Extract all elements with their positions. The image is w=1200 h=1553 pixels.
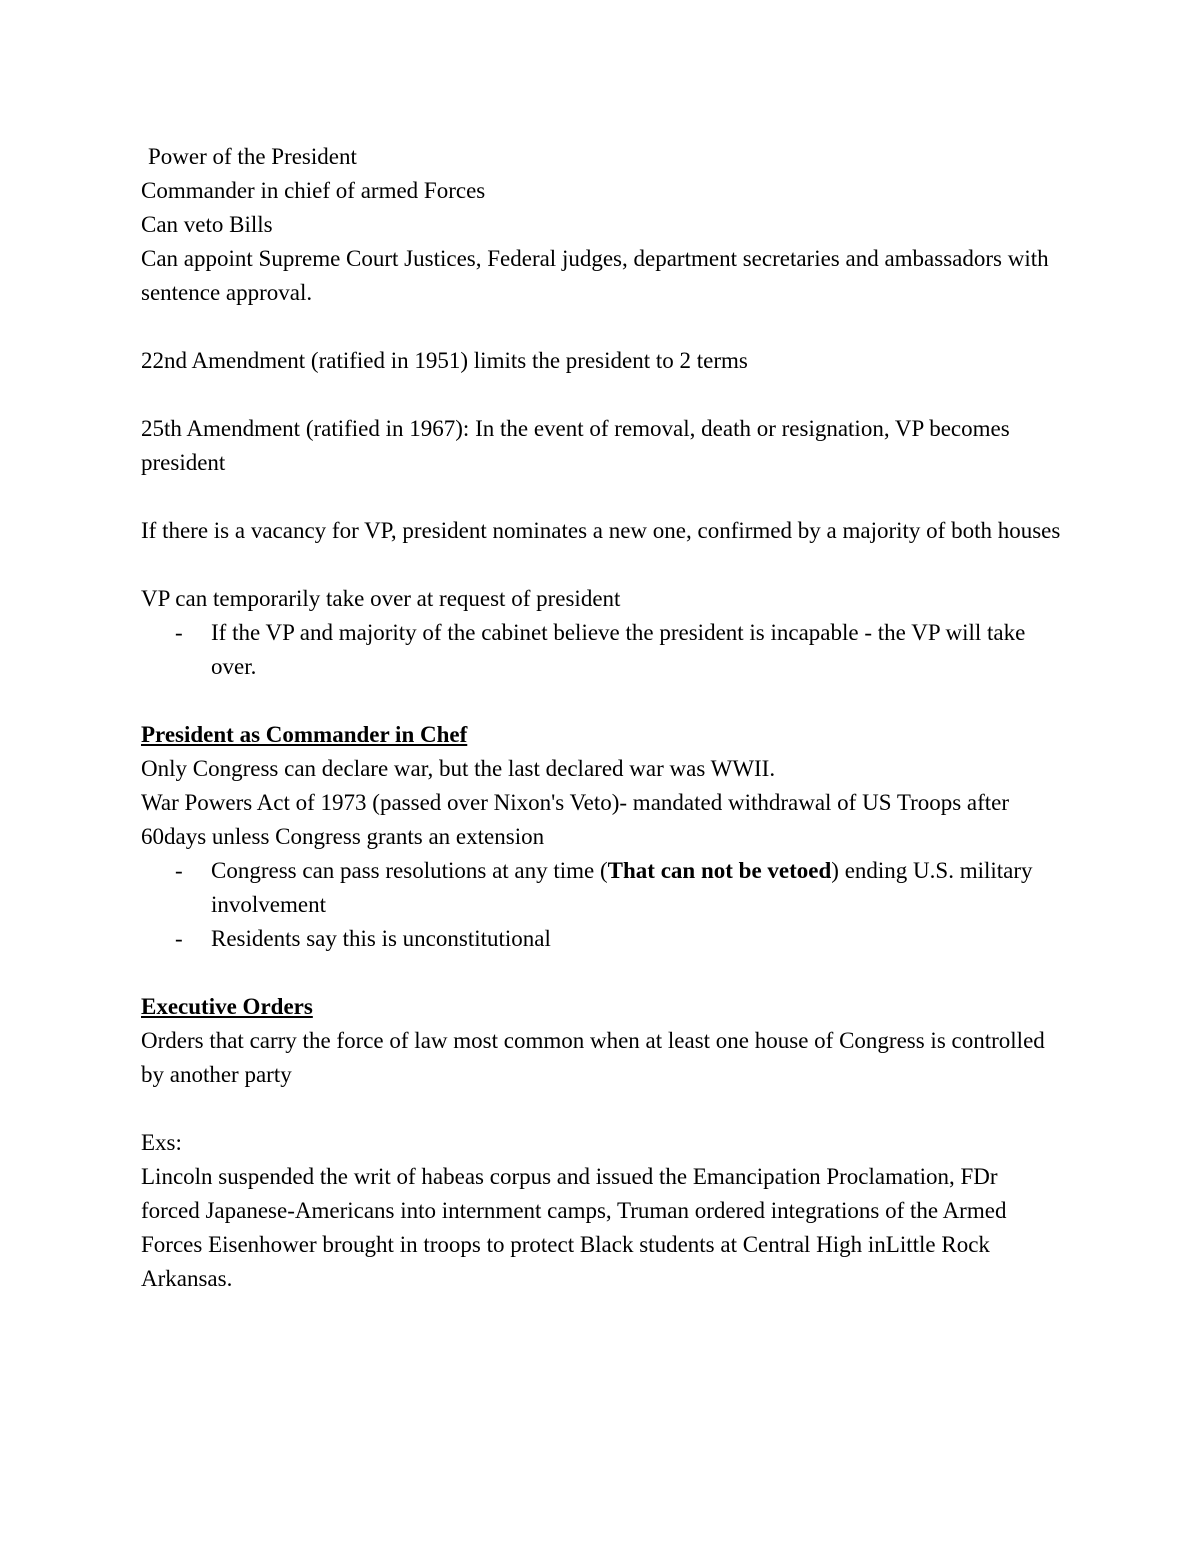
examples-label: Exs: bbox=[141, 1130, 182, 1155]
spacer bbox=[141, 310, 1061, 344]
amendment-25-paragraph: 25th Amendment (ratified in 1967): In the event of removal, death or resignation, VP becomes president bbox=[141, 416, 1010, 475]
vp-incapable-bullet-text: If the VP and majority of the cabinet believe the president is incapable - the VP will take over. bbox=[211, 620, 1026, 679]
bullet-dash: - bbox=[175, 926, 183, 951]
war-powers-act-paragraph: War Powers Act of 1973 (passed over Nixon's Veto)- mandated withdrawal of US Troops after 60days unless Congress grants an extension bbox=[141, 790, 1010, 849]
heading-executive-orders: Executive Orders bbox=[141, 994, 313, 1019]
resolutions-bold-text: That can not be vetoed bbox=[607, 858, 832, 883]
resolutions-text-before: Congress can pass resolutions at any time ( bbox=[211, 858, 608, 883]
amendment-22-paragraph: 22nd Amendment (ratified in 1951) limits the president to 2 terms bbox=[141, 348, 748, 373]
unconstitutional-bullet-text: Residents say this is unconstitutional bbox=[211, 926, 551, 951]
list-item bbox=[141, 616, 1061, 684]
examples-paragraph: Lincoln suspended the writ of habeas corpus and issued the Emancipation Proclamation, FDr forced Japanese-Americans into internment camps, Truman ordered integrations of the Armed Forces Eisenhower brought in troops to protect Black students at Central High inLittle Rock Arkansas. bbox=[141, 1164, 1007, 1291]
list-item bbox=[141, 922, 1061, 956]
power-line-veto: Can veto Bills bbox=[141, 212, 273, 237]
resolutions-text-after: ) ending U.S. military involvement bbox=[211, 858, 1033, 917]
section-title-power-of-president: Power of the President bbox=[148, 144, 357, 169]
power-line-appoint: Can appoint Supreme Court Justices, Federal judges, department secretaries and ambassadors with sentence approval. bbox=[141, 246, 1049, 305]
bullet-dash: - bbox=[175, 620, 183, 645]
spacer bbox=[141, 1092, 1061, 1126]
spacer bbox=[141, 684, 1061, 718]
vp-takeover-paragraph: VP can temporarily take over at request of president bbox=[141, 586, 621, 611]
power-line-commander: Commander in chief of armed Forces bbox=[141, 178, 486, 203]
document-body bbox=[141, 140, 1061, 1296]
spacer bbox=[141, 378, 1061, 412]
declare-war-line: Only Congress can declare war, but the last declared war was WWII. bbox=[141, 756, 776, 781]
executive-orders-paragraph: Orders that carry the force of law most common when at least one house of Congress is controlled by another party bbox=[141, 1028, 1045, 1087]
list-item bbox=[141, 854, 1061, 922]
spacer bbox=[141, 548, 1061, 582]
vp-vacancy-paragraph: If there is a vacancy for VP, president nominates a new one, confirmed by a majority of both houses bbox=[141, 518, 1061, 543]
bullet-dash: - bbox=[175, 858, 183, 883]
heading-commander-in-chef: President as Commander in Chef bbox=[141, 722, 468, 747]
spacer bbox=[141, 480, 1061, 514]
spacer bbox=[141, 956, 1061, 990]
resolutions-bullet-text bbox=[211, 858, 1033, 917]
